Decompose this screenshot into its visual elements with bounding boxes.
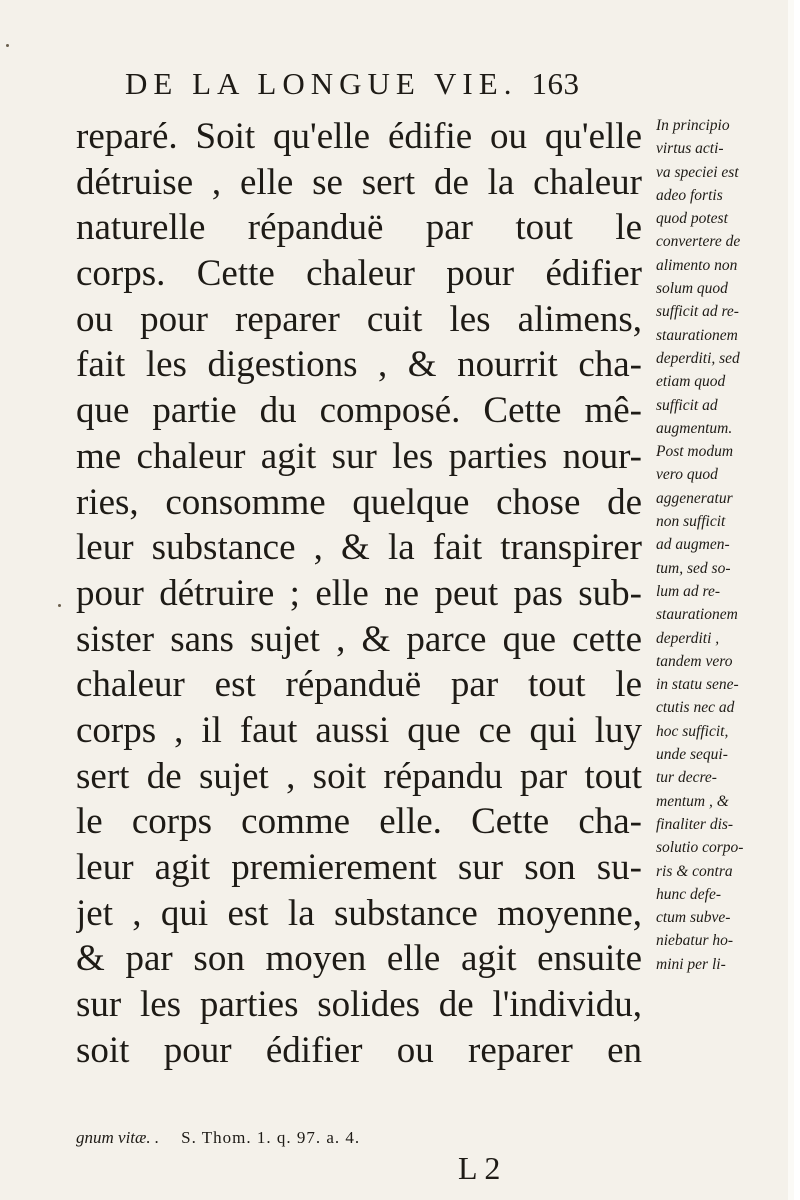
text-line: le corps comme elle. Cette cha- <box>76 801 642 843</box>
paper-speck <box>6 44 9 47</box>
marginal-line: mini per li- <box>656 955 726 973</box>
text-line: sister sans sujet , & parce que cette <box>76 618 642 660</box>
main-text <box>76 114 642 1073</box>
marginal-line: tandem vero <box>656 652 733 670</box>
marginal-line: solum quod <box>656 280 728 298</box>
running-title: DE LA LONGUE VIE. <box>125 66 518 101</box>
marginal-line: finaliter dis- <box>656 815 734 833</box>
marginal-line: sufficit ad re- <box>656 303 739 321</box>
marginal-note <box>656 114 790 976</box>
marginal-line: non sufficit <box>656 513 726 531</box>
text-line: naturelle répanduë par tout le <box>76 207 642 249</box>
marginal-line: niebatur ho- <box>656 932 734 950</box>
paper-speck <box>58 604 61 607</box>
marginal-line: quod potest <box>656 210 728 228</box>
text-line: leur substance , & la fait transpirer <box>76 527 642 569</box>
text-line: soit pour édifier ou reparer en <box>76 1029 642 1071</box>
marginal-line: alimento non <box>656 256 738 274</box>
text-line: ries, consomme quelque chose de <box>76 481 642 523</box>
text-line: pour détruire ; elle ne peut pas sub- <box>76 572 642 614</box>
marginal-line: vero quod <box>656 466 718 484</box>
text-line: me chaleur agit sur les parties nour- <box>76 435 642 477</box>
text-line: & par son moyen elle agit ensuite <box>76 938 642 980</box>
marginal-line: in statu sene- <box>656 676 739 694</box>
marginal-line: unde sequi- <box>656 746 728 764</box>
marginal-line: tur decre- <box>656 769 717 787</box>
text-line: chaleur est répanduë par tout le <box>76 664 642 706</box>
marginal-line: staurationem <box>656 326 738 344</box>
text-line: leur agit premierement sur son su- <box>76 847 642 888</box>
marginal-line: hunc defe- <box>656 885 721 903</box>
signature-mark: L 2 <box>458 1150 501 1186</box>
marginal-line: solutio corpo- <box>656 839 744 857</box>
marginal-line: ctutis nec ad <box>656 699 735 717</box>
text-line: que partie du composé. Cette mê- <box>76 390 642 432</box>
text-line: détruise , elle se sert de la chaleur <box>76 161 642 203</box>
marginal-line: Post modum <box>656 443 734 461</box>
page-number: 163 <box>531 66 580 101</box>
text-line: fait les digestions , & nourrit cha- <box>76 344 642 386</box>
marginal-line: tum, sed so- <box>656 559 731 577</box>
marginal-line: hoc sufficit, <box>656 722 729 740</box>
marginal-line: va speciei est <box>656 163 739 181</box>
marginal-line: In principio <box>656 117 730 134</box>
marginal-line: ad augmen- <box>656 536 730 554</box>
marginal-line: aggeneratur <box>656 489 733 507</box>
marginal-line: sufficit ad <box>656 396 718 414</box>
marginal-line: convertere de <box>656 233 741 251</box>
text-line: sur les parties solides de l'individu, <box>76 984 642 1026</box>
marginal-line: ris & contra <box>656 862 733 880</box>
marginal-line: ctum subve- <box>656 909 731 927</box>
marginal-line: staurationem <box>656 606 738 624</box>
marginal-continuation: gnum vitæ. . <box>76 1128 160 1147</box>
marginal-line: deperditi , <box>656 629 720 647</box>
text-line: sert de sujet , soit répandu par tout <box>76 755 642 797</box>
marginal-line: virtus acti- <box>656 140 724 158</box>
marginal-line: etiam quod <box>656 373 726 391</box>
text-line: reparé. Soit qu'elle édifie ou qu'elle <box>76 116 642 157</box>
text-line: jet , qui est la substance moyenne, <box>76 892 642 934</box>
footnote-citation: S. Thom. 1. q. 97. a. 4. <box>181 1128 361 1147</box>
text-line: corps. Cette chaleur pour édifier <box>76 253 642 295</box>
text-line: corps , il faut aussi que ce qui luy <box>76 709 642 751</box>
marginal-line: augmentum. <box>656 419 733 437</box>
footnote <box>76 1128 536 1148</box>
running-head <box>125 66 645 116</box>
marginal-line: deperditi, sed <box>656 349 740 367</box>
marginal-line: adeo fortis <box>656 186 723 204</box>
text-line: ou pour reparer cuit les alimens, <box>76 298 642 340</box>
marginal-line: lum ad re- <box>656 582 720 600</box>
marginal-line: mentum , & <box>656 792 729 810</box>
